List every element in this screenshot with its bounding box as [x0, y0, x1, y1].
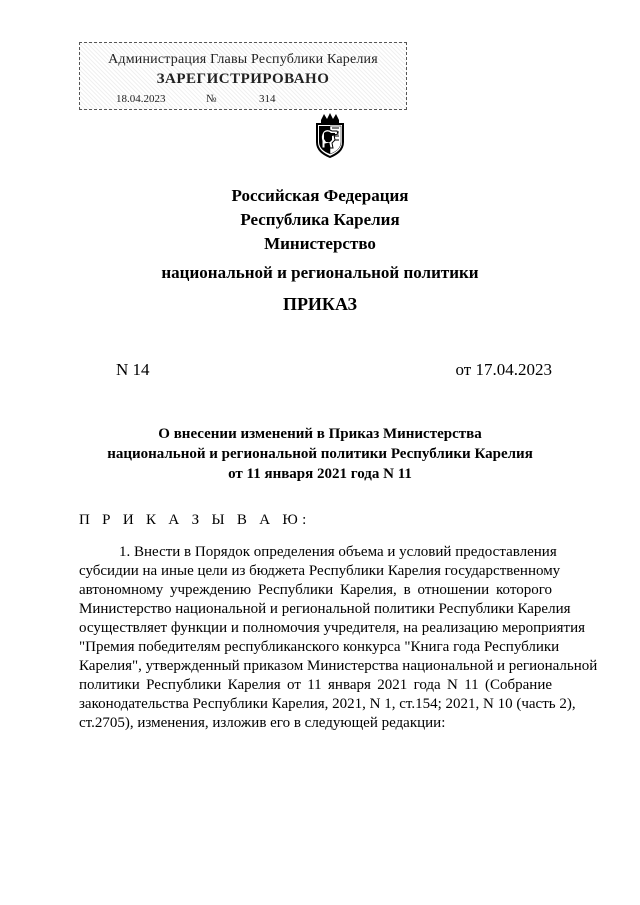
order-number: N 14: [116, 360, 150, 379]
karelia-coat-of-arms-icon: [313, 112, 347, 158]
body-line: законодательства Республики Карелия, 2021, N 1, ст.154; 2021, N 10 (часть 2),: [79, 696, 576, 712]
stamp-number: 314: [259, 93, 276, 105]
body-paragraph: [79, 543, 598, 733]
order-subject: [0, 424, 640, 484]
body-line: субсидии на иные цели из бюджета Республики Карелия государственному: [79, 563, 561, 579]
registration-stamp: [79, 42, 407, 110]
body-line: автономному учреждению Республики Карелия, в отношении которого: [79, 582, 552, 598]
document-type-title: ПРИКАЗ: [282, 294, 358, 314]
header-ministry-name: национальной и региональной политики: [161, 263, 479, 282]
body-line: Карелия", утвержденный приказом Министерства национальной и региональной: [79, 658, 598, 674]
body-line: политики Республики Карелия от 11 января 2021 года N 11 (Собрание: [79, 677, 552, 693]
body-line: 1. Внести в Порядок определения объема и условий предоставления: [119, 544, 557, 560]
header-republic: Республика Карелия: [240, 210, 400, 229]
subject-line: от 11 января 2021 года N 11: [228, 466, 412, 482]
stamp-number-sign: №: [206, 93, 217, 105]
stamp-date: 18.04.2023: [116, 93, 166, 105]
stamp-status: ЗАРЕГИСТРИРОВАНО: [156, 71, 330, 87]
subject-line: национальной и региональной политики Республики Карелия: [107, 446, 533, 462]
body-line: Министерство национальной и региональной политики Республики Карелия: [79, 601, 571, 617]
order-date: от 17.04.2023: [455, 360, 552, 379]
directive-heading: П Р И К А З Ы В А Ю:: [79, 512, 311, 528]
header-country: Российская Федерация: [231, 186, 409, 205]
body-line: осуществляет функции и полномочия учредителя, на реализацию мероприятия: [79, 620, 586, 636]
stamp-authority: Администрация Главы Республики Карелия: [108, 52, 378, 67]
body-line: "Премия победителям республиканского конкурса "Книга года Республики: [79, 639, 560, 655]
body-line: ст.2705), изменения, изложив его в следующей редакции:: [79, 715, 446, 731]
header-ministry: Министерство: [264, 234, 376, 253]
subject-line: О внесении изменений в Приказ Министерства: [158, 426, 482, 442]
